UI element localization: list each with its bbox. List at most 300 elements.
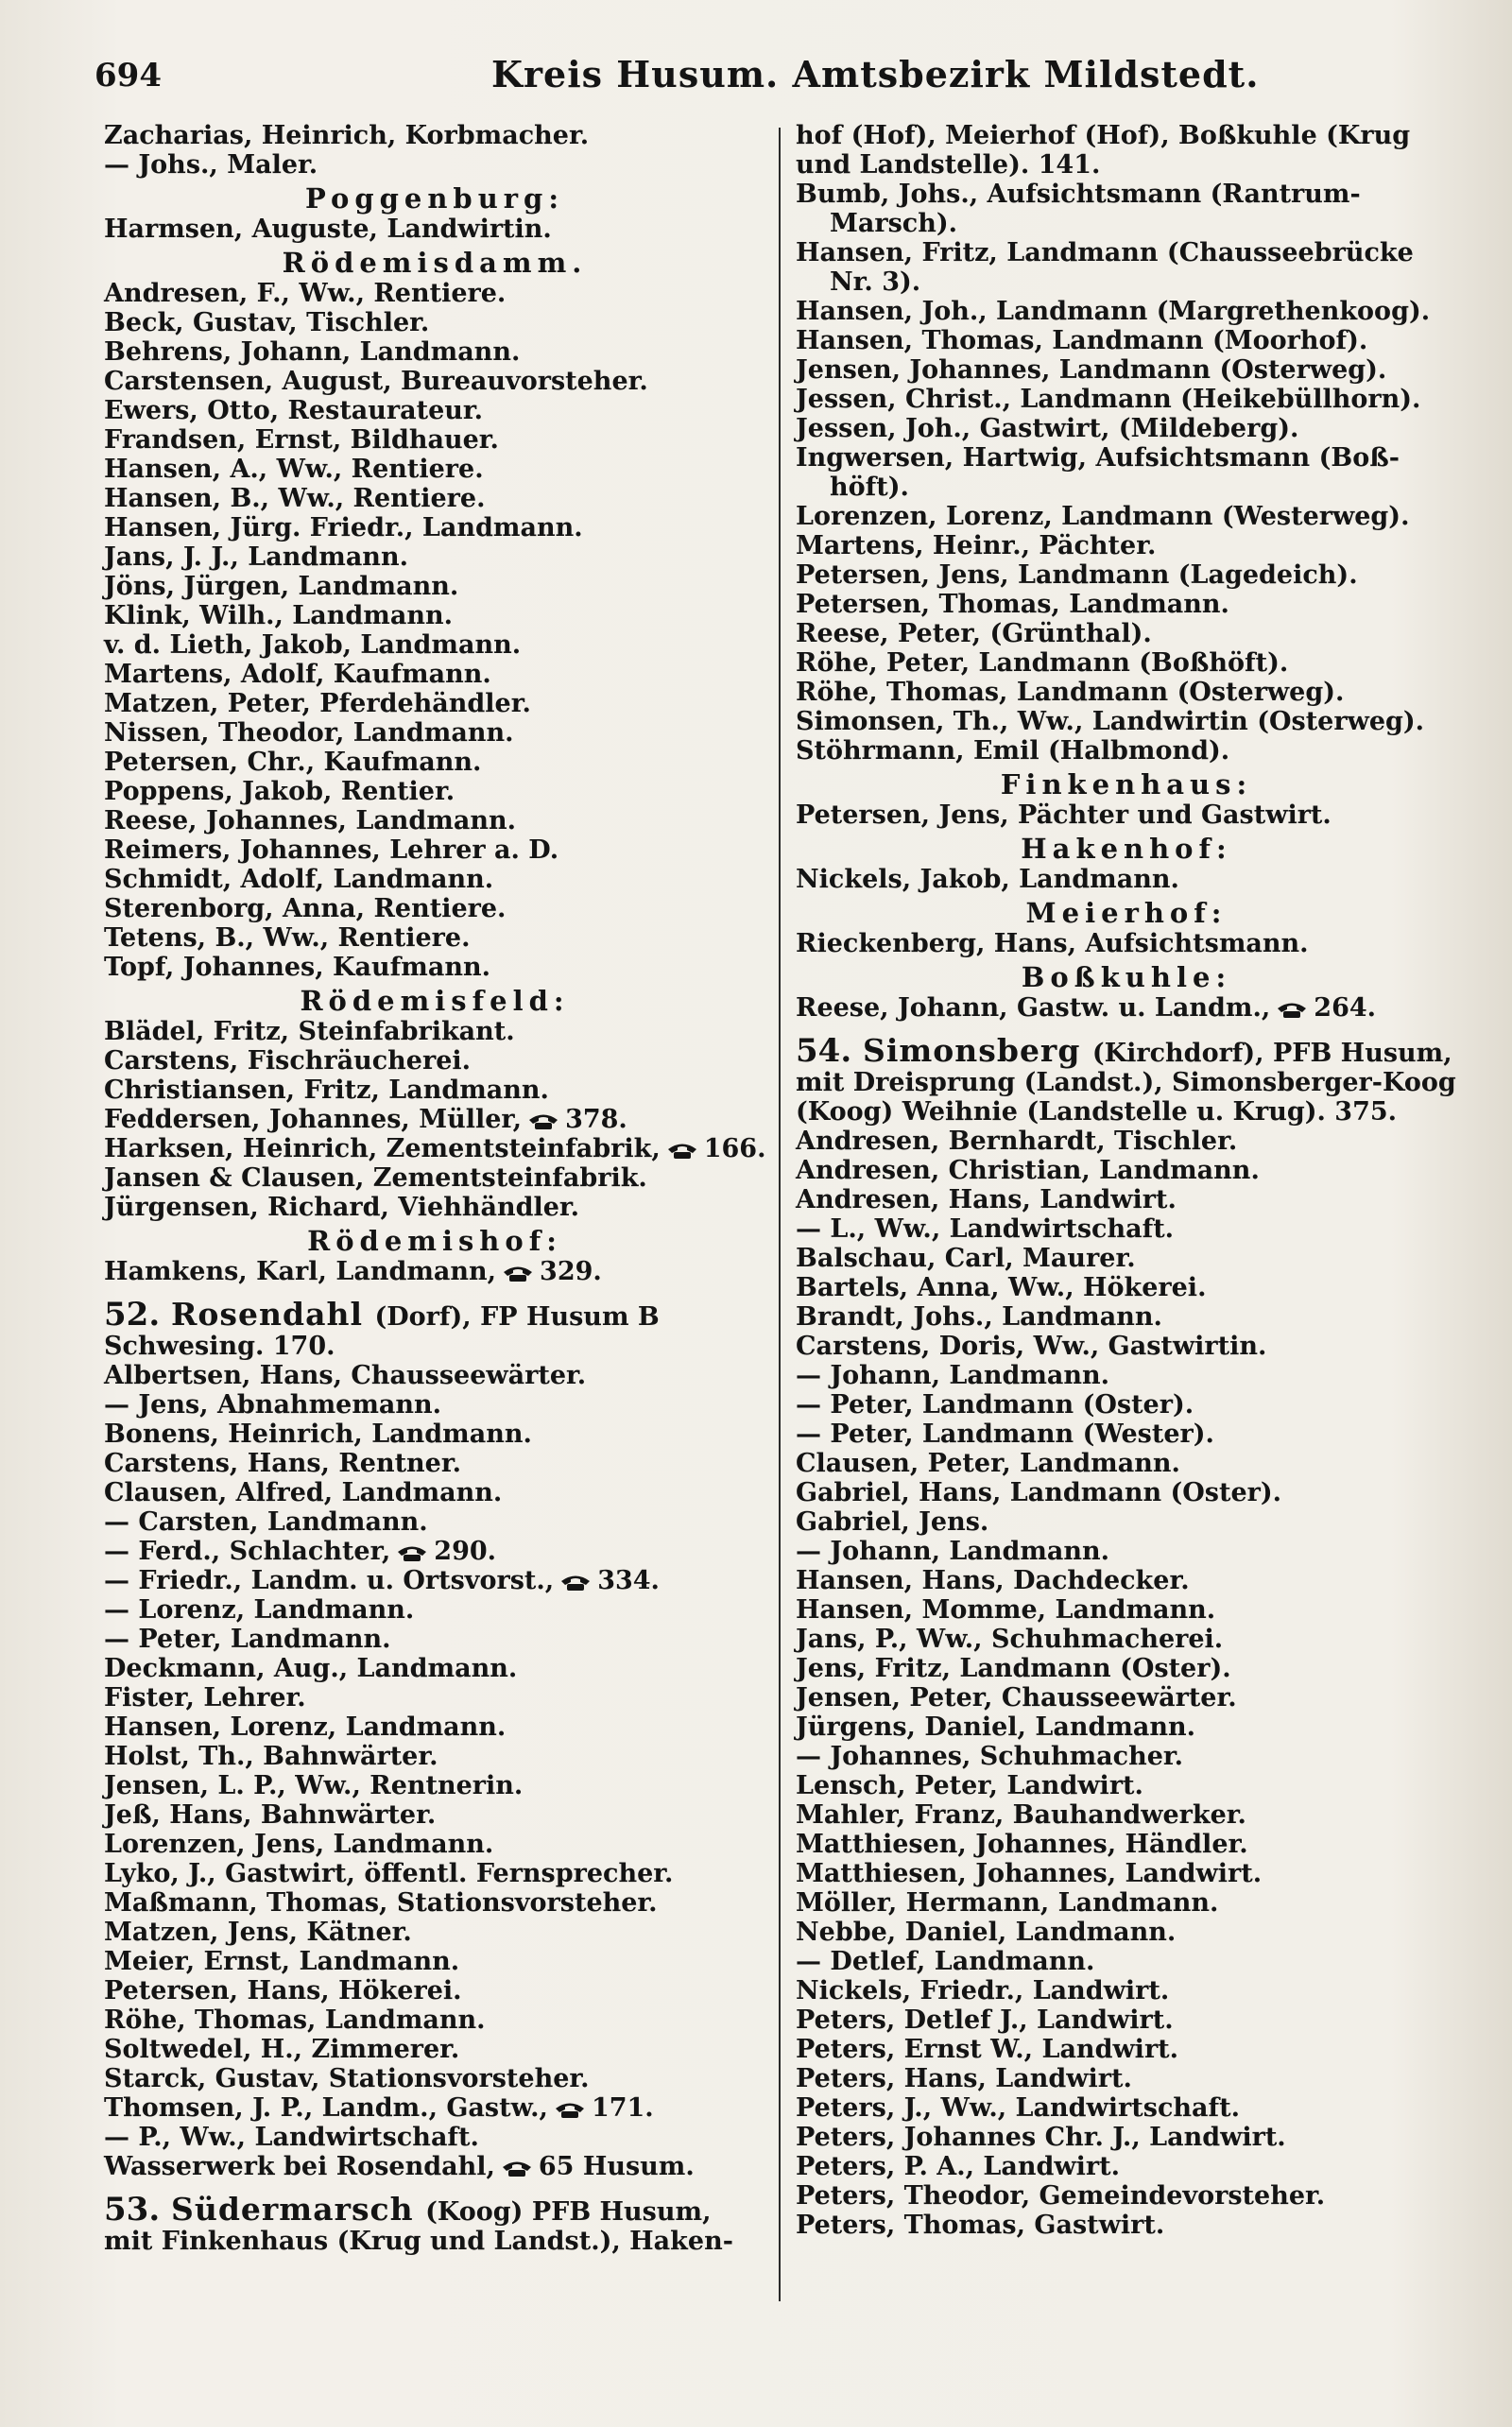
directory-entry [796, 1566, 1457, 1595]
entry-text: Hansen, B., Ww., Rentiere. [104, 484, 486, 513]
directory-entry [796, 1595, 1457, 1625]
section-details: (Dorf), FP Husum B Schwesing. 170. [104, 1302, 660, 1361]
entry-text: — Friedr., Landm. u. Ortsvorst., [104, 1566, 555, 1595]
entry-text: Clausen, Peter, Landmann. [796, 1449, 1180, 1478]
directory-entry [796, 619, 1457, 648]
directory-entry [104, 1478, 765, 1507]
entry-text: — Jens, Abnahmemann. [104, 1390, 442, 1420]
entry-text: Meierhof: [1025, 897, 1228, 929]
entry-text: Nissen, Theodor, Landmann. [104, 718, 514, 748]
directory-entry [104, 953, 765, 982]
directory-entry [104, 513, 765, 542]
directory-entry [796, 2093, 1457, 2123]
directory-entry [796, 1361, 1457, 1390]
directory-entry [796, 2123, 1457, 2152]
entry-text: Peters, Theodor, Gemeindevorsteher. [796, 2181, 1326, 2211]
directory-entry [796, 1859, 1457, 1888]
entry-text: Peters, P. A., Landwirt. [796, 2152, 1120, 2181]
entry-text: Brandt, Johs., Landmann. [796, 1302, 1162, 1332]
directory-entry [104, 1193, 765, 1222]
entry-text: Hansen, Joh., Landmann (Margrethenkoog). [796, 297, 1431, 326]
entry-text: Jansen & Clausen, Zementsteinfabrik. [104, 1163, 647, 1193]
entry-text: Stöhrmann, Emil (Halbmond). [796, 736, 1230, 766]
phone-number: 378. [565, 1105, 627, 1134]
entry-text: Peters, J., Ww., Landwirtschaft. [796, 2093, 1240, 2123]
directory-entry [104, 1420, 765, 1449]
directory-entry [796, 1507, 1457, 1537]
directory-entry [796, 267, 1457, 297]
directory-entry [796, 736, 1457, 766]
directory-entry [104, 748, 765, 777]
entry-text: Andresen, Christian, Landmann. [796, 1156, 1260, 1185]
entry-text: Topf, Johannes, Kaufmann. [104, 953, 490, 982]
entry-text: Klink, Wilh., Landmann. [104, 601, 454, 630]
directory-entry [796, 1742, 1457, 1771]
entry-text: Rödemisdamm. [282, 247, 588, 279]
entry-text: Jensen, Johannes, Landmann (Osterweg). [796, 355, 1387, 385]
directory-entry [796, 648, 1457, 678]
directory-entry [796, 443, 1457, 473]
directory-entry [796, 1654, 1457, 1683]
directory-entry [796, 1156, 1457, 1185]
directory-entry [796, 1420, 1457, 1449]
directory-entry [104, 894, 765, 923]
directory-entry [796, 238, 1457, 267]
telephone-icon [666, 1141, 698, 1160]
entry-text: — Johann, Landmann. [796, 1361, 1110, 1390]
telephone-icon [502, 1264, 534, 1282]
entry-text: Jans, P., Ww., Schuhmacherei. [796, 1625, 1224, 1654]
directory-entry [796, 1888, 1457, 1918]
directory-entry [796, 326, 1457, 355]
directory-entry [104, 777, 765, 806]
entry-text: Hansen, Thomas, Landmann (Moorhof). [796, 326, 1368, 355]
entry-text: Blädel, Fritz, Steinfabrikant. [104, 1017, 515, 1046]
directory-entry [104, 572, 765, 601]
entry-text: Reese, Johann, Gastw. u. Landm., [796, 993, 1271, 1023]
section-place: Simonsberg [863, 1032, 1092, 1069]
locality-heading [796, 834, 1457, 865]
directory-entry [104, 2005, 765, 2035]
directory-entry [104, 718, 765, 748]
directory-entry [104, 660, 765, 689]
directory-entry [796, 385, 1457, 414]
directory-entry [104, 215, 765, 244]
telephone-icon [396, 1543, 428, 1562]
entry-text: Harksen, Heinrich, Zementsteinfabrik, [104, 1134, 661, 1163]
directory-entry [104, 1046, 765, 1076]
entry-text: Petersen, Hans, Hökerei. [104, 1976, 462, 2005]
entry-text: Poppens, Jakob, Rentier. [104, 777, 455, 806]
entry-text: Jensen, L. P., Ww., Rentnerin. [104, 1771, 524, 1800]
directory-entry [796, 414, 1457, 443]
section-number: 53. [104, 2191, 171, 2229]
directory-entry [104, 1830, 765, 1859]
directory-entry [104, 1800, 765, 1830]
entry-text: Petersen, Jens, Landmann (Lagedeich). [796, 560, 1358, 590]
entry-text: Hansen, Jürg. Friedr., Landmann. [104, 513, 583, 542]
entry-text: Frandsen, Ernst, Bildhauer. [104, 425, 499, 455]
directory-entry [796, 865, 1457, 894]
directory-entry [104, 2152, 765, 2181]
entry-text: — P., Ww., Landwirtschaft. [104, 2123, 479, 2152]
directory-entry [796, 929, 1457, 958]
entry-text: Lyko, J., Gastwirt, öffentl. Fernsprecher. [104, 1859, 674, 1888]
directory-entry [104, 1625, 765, 1654]
entry-text: Mahler, Franz, Bauhandwerker. [796, 1800, 1246, 1830]
directory-entry [796, 531, 1457, 560]
entry-text: Gabriel, Hans, Landmann (Oster). [796, 1478, 1282, 1507]
locality-heading [104, 1226, 765, 1257]
directory-entry [796, 2064, 1457, 2093]
entry-text: Hansen, A., Ww., Rentiere. [104, 455, 484, 484]
section-place: Rosendahl [171, 1296, 375, 1333]
entry-text: Balschau, Carl, Maurer. [796, 1244, 1136, 1273]
entry-text: Jensen, Peter, Chausseewärter. [796, 1683, 1237, 1713]
phone-number: 166. [703, 1134, 766, 1163]
entry-text: Tetens, B., Ww., Rentiere. [104, 923, 471, 953]
entry-text: Meier, Ernst, Landmann. [104, 1947, 460, 1976]
directory-entry [104, 1134, 765, 1163]
entry-text: Deckmann, Aug., Landmann. [104, 1654, 518, 1683]
entry-text: Christiansen, Fritz, Landmann. [104, 1076, 549, 1105]
directory-entry [104, 1017, 765, 1046]
entry-text: Lorenzen, Jens, Landmann. [104, 1830, 494, 1859]
directory-entry [796, 1332, 1457, 1361]
directory-entry [796, 297, 1457, 326]
directory-entry [796, 2181, 1457, 2211]
telephone-icon [554, 2100, 586, 2119]
telephone-icon [559, 1573, 592, 1592]
entry-text: Jöns, Jürgen, Landmann. [104, 572, 459, 601]
directory-entry [796, 473, 1457, 502]
entry-text: Peters, Detlef J., Landwirt. [796, 2005, 1174, 2035]
directory-entry [104, 1918, 765, 1947]
entry-text: Peters, Johannes Chr. J., Landwirt. [796, 2123, 1286, 2152]
directory-entry [796, 121, 1457, 180]
directory-entry [796, 1449, 1457, 1478]
directory-entry [796, 502, 1457, 531]
entry-text: Röhe, Thomas, Landmann (Osterweg). [796, 678, 1345, 707]
entry-text: Gabriel, Jens. [796, 1507, 989, 1537]
directory-entry [796, 1185, 1457, 1214]
locality-heading [104, 248, 765, 279]
entry-text: v. d. Lieth, Jakob, Landmann. [104, 630, 522, 660]
telephone-icon [1276, 1000, 1308, 1019]
directory-entry [104, 1076, 765, 1105]
entry-text: Lensch, Peter, Landwirt. [796, 1771, 1143, 1800]
entry-text: Jens, Fritz, Landmann (Oster). [796, 1654, 1231, 1683]
entry-text: — Ferd., Schlachter, [104, 1537, 391, 1566]
directory-entry [104, 2035, 765, 2064]
directory-entry [104, 1361, 765, 1390]
directory-entry [796, 2035, 1457, 2064]
directory-entry [104, 1859, 765, 1888]
telephone-icon [527, 1111, 559, 1130]
entry-text: Jürgens, Daniel, Landmann. [796, 1713, 1196, 1742]
entry-text: höft). [830, 473, 909, 502]
entry-text: Matzen, Jens, Kätner. [104, 1918, 412, 1947]
column-divider [779, 128, 781, 2301]
entry-text: Nickels, Jakob, Landmann. [796, 865, 1179, 894]
directory-entry [104, 308, 765, 337]
directory-entry [104, 1654, 765, 1683]
entry-text: Martens, Adolf, Kaufmann. [104, 660, 491, 689]
directory-entry [104, 601, 765, 630]
entry-text: — Johann, Landmann. [796, 1537, 1110, 1566]
entry-text: Ingwersen, Hartwig, Aufsichtsmann (Boß- [796, 443, 1400, 473]
directory-entry [104, 1595, 765, 1625]
entry-text: Peters, Thomas, Gastwirt. [796, 2211, 1165, 2240]
phone-number: 171. [591, 2093, 654, 2123]
directory-entry [104, 1163, 765, 1193]
directory-entry [796, 1244, 1457, 1273]
directory-entry [104, 1771, 765, 1800]
locality-heading [796, 898, 1457, 929]
entry-text: Matzen, Peter, Pferdehändler. [104, 689, 531, 718]
entry-text: Andresen, Hans, Landwirt. [796, 1185, 1177, 1214]
entry-text: Finkenhaus: [1000, 768, 1253, 800]
entry-text: Hansen, Momme, Landmann. [796, 1595, 1216, 1625]
section-details: (Kirchdorf), PFB Husum, mit Dreisprung (Landst.), Simonsberger-Koog (Koog) Weihnie (Landstelle u. Krug). 375. [796, 1039, 1456, 1127]
entry-text: Bonens, Heinrich, Landmann. [104, 1420, 532, 1449]
phone-number: 264. [1314, 993, 1377, 1023]
locality-heading [796, 962, 1457, 993]
directory-entry [796, 1127, 1457, 1156]
entry-text: Feddersen, Johannes, Müller, [104, 1105, 523, 1134]
entry-text: Carstens, Doris, Ww., Gastwirtin. [796, 1332, 1267, 1361]
directory-entry [104, 121, 765, 150]
entry-text: Jürgensen, Richard, Viehhändler. [104, 1193, 580, 1222]
entry-text: — Johannes, Schuhmacher. [796, 1742, 1184, 1771]
entry-text: — Peter, Landmann (Oster). [796, 1390, 1194, 1420]
entry-text: Rödemisfeld: [300, 985, 570, 1017]
directory-entry [104, 1947, 765, 1976]
directory-entry [796, 1947, 1457, 1976]
section-heading [104, 2191, 765, 2256]
directory-entry [104, 1537, 765, 1566]
directory-entry [104, 425, 765, 455]
directory-entry [796, 2005, 1457, 2035]
entry-text: Jessen, Christ., Landmann (Heikebüllhorn). [796, 385, 1421, 414]
entry-text: Simonsen, Th., Ww., Landwirtin (Osterweg). [796, 707, 1425, 736]
phone-number: 329. [540, 1257, 602, 1286]
entry-text: Carstensen, August, Bureauvorsteher. [104, 367, 648, 396]
directory-entry [104, 806, 765, 835]
locality-heading [104, 183, 765, 215]
entry-text: Matthiesen, Johannes, Händler. [796, 1830, 1248, 1859]
entry-text: Andresen, F., Ww., Rentiere. [104, 279, 507, 308]
directory-entry [104, 1390, 765, 1420]
page-header [94, 49, 1436, 106]
entry-text: Andresen, Bernhardt, Tischler. [796, 1127, 1238, 1156]
directory-entry [104, 923, 765, 953]
locality-heading [796, 769, 1457, 800]
entry-text: Petersen, Thomas, Landmann. [796, 590, 1229, 619]
directory-entry [796, 1830, 1457, 1859]
directory-entry [104, 2064, 765, 2093]
entry-text: Hamkens, Karl, Landmann, [104, 1257, 497, 1286]
directory-entry [104, 455, 765, 484]
entry-text: Carstens, Hans, Rentner. [104, 1449, 461, 1478]
entry-text: Behrens, Johann, Landmann. [104, 337, 521, 367]
phone-number: 290. [434, 1537, 497, 1566]
directory-entry [104, 1742, 765, 1771]
directory-entry [104, 689, 765, 718]
entry-text: — Johs., Maler. [104, 150, 318, 180]
entry-text: Bartels, Anna, Ww., Hökerei. [796, 1273, 1207, 1302]
entry-text: Sterenborg, Anna, Rentiere. [104, 894, 507, 923]
directory-entry [104, 1566, 765, 1595]
entry-text: Hansen, Fritz, Landmann (Chausseebrücke [796, 238, 1414, 267]
entry-text: Ewers, Otto, Restaurateur. [104, 396, 484, 425]
directory-entry [104, 337, 765, 367]
section-place: Südermarsch [171, 2191, 426, 2228]
entry-text: Rödemishof: [307, 1225, 562, 1257]
directory-entry [796, 1683, 1457, 1713]
entry-text: Hansen, Lorenz, Landmann. [104, 1713, 507, 1742]
entry-text: — Lorenz, Landmann. [104, 1595, 415, 1625]
entry-text: Starck, Gustav, Stationsvorsteher. [104, 2064, 590, 2093]
directory-entry [796, 1625, 1457, 1654]
entry-text: Martens, Heinr., Pächter. [796, 531, 1157, 560]
directory-entry [104, 1976, 765, 2005]
directory-entry [796, 1918, 1457, 1947]
entry-text: Nickels, Friedr., Landwirt. [796, 1976, 1170, 2005]
entry-text: Reimers, Johannes, Lehrer a. D. [104, 835, 559, 865]
entry-text: Rieckenberg, Hans, Aufsichtsmann. [796, 929, 1309, 958]
directory-entry [796, 2211, 1457, 2240]
entry-text: Peters, Ernst W., Landwirt. [796, 2035, 1179, 2064]
entry-text: — Peter, Landmann (Wester). [796, 1420, 1214, 1449]
directory-entry [796, 1771, 1457, 1800]
locality-heading [104, 986, 765, 1017]
entry-text: — Peter, Landmann. [104, 1625, 391, 1654]
entry-text: Beck, Gustav, Tischler. [104, 308, 430, 337]
entry-text: Albertsen, Hans, Chausseewärter. [104, 1361, 587, 1390]
entry-text: — Carsten, Landmann. [104, 1507, 428, 1537]
running-title: Kreis Husum. Amtsbezirk Mildstedt. [491, 53, 1260, 95]
directory-entry [104, 1257, 765, 1286]
directory-entry [104, 865, 765, 894]
directory-entry [796, 590, 1457, 619]
entry-text: Möller, Hermann, Landmann. [796, 1888, 1219, 1918]
section-number: 52. [104, 1296, 171, 1334]
directory-entry [104, 1449, 765, 1478]
directory-entry [796, 209, 1457, 238]
entry-text: Hakenhof: [1021, 833, 1232, 865]
directory-entry [796, 1713, 1457, 1742]
entry-text: Röhe, Thomas, Landmann. [104, 2005, 486, 2035]
entry-text: Fister, Lehrer. [104, 1683, 306, 1713]
entry-text: Röhe, Peter, Landmann (Boßhöft). [796, 648, 1289, 678]
entry-text: Jans, J. J., Landmann. [104, 542, 408, 572]
entry-text: Lorenzen, Lorenz, Landmann (Westerweg). [796, 502, 1410, 531]
directory-entry [796, 1976, 1457, 2005]
entry-text: Zacharias, Heinrich, Korbmacher. [104, 121, 590, 150]
directory-entry [796, 1800, 1457, 1830]
directory-entry [104, 484, 765, 513]
entry-text: Jessen, Joh., Gastwirt, (Mildeberg). [796, 414, 1299, 443]
directory-entry [796, 678, 1457, 707]
entry-text: Jeß, Hans, Bahnwärter. [104, 1800, 437, 1830]
entry-text: Petersen, Chr., Kaufmann. [104, 748, 482, 777]
entry-text: Reese, Peter, (Grünthal). [796, 619, 1152, 648]
directory-entry [104, 2093, 765, 2123]
directory-entry [796, 1302, 1457, 1332]
telephone-icon [501, 2159, 533, 2177]
entry-text: Clausen, Alfred, Landmann. [104, 1478, 503, 1507]
directory-entry [104, 542, 765, 572]
right-column [796, 121, 1457, 2240]
directory-entry [104, 1683, 765, 1713]
entry-text: Poggenburg: [304, 182, 565, 215]
directory-entry [104, 396, 765, 425]
directory-entry [104, 150, 765, 180]
directory-entry [104, 1105, 765, 1134]
entry-text: hof (Hof), Meierhof (Hof), Boßkuhle (Krug und Landstelle). 141. [796, 121, 1411, 180]
directory-entry [796, 355, 1457, 385]
directory-entry [104, 1888, 765, 1918]
phone-number: 65 Husum. [538, 2152, 695, 2181]
directory-entry [796, 993, 1457, 1023]
directory-entry [796, 560, 1457, 590]
directory-entry [796, 2152, 1457, 2181]
entry-text: Wasserwerk bei Rosendahl, [104, 2152, 495, 2181]
entry-text: Holst, Th., Bahnwärter. [104, 1742, 438, 1771]
phone-number: 334. [597, 1566, 660, 1595]
directory-entry [104, 2123, 765, 2152]
directory-entry [796, 1214, 1457, 1244]
directory-entry [796, 1537, 1457, 1566]
entry-text: Hansen, Hans, Dachdecker. [796, 1566, 1190, 1595]
entry-text: Carstens, Fischräucherei. [104, 1046, 472, 1076]
directory-entry [104, 279, 765, 308]
entry-text: Matthiesen, Johannes, Landwirt. [796, 1859, 1263, 1888]
entry-text: Thomsen, J. P., Landm., Gastw., [104, 2093, 548, 2123]
directory-entry [104, 630, 765, 660]
entry-text: Bumb, Johs., Aufsichtsmann (Rantrum- [796, 180, 1361, 209]
section-heading [104, 1296, 765, 1361]
directory-entry [796, 180, 1457, 209]
entry-text: Schmidt, Adolf, Landmann. [104, 865, 494, 894]
directory-entry [104, 1507, 765, 1537]
entry-text: — L., Ww., Landwirtschaft. [796, 1214, 1175, 1244]
directory-entry [104, 1713, 765, 1742]
entry-text: Maßmann, Thomas, Stationsvorsteher. [104, 1888, 658, 1918]
left-column [104, 121, 765, 2256]
entry-text: Marsch). [830, 209, 958, 238]
section-number: 54. [796, 1032, 863, 1070]
page-number: 694 [94, 57, 162, 95]
entry-text: Peters, Hans, Landwirt. [796, 2064, 1132, 2093]
directory-entry [104, 367, 765, 396]
directory-entry [104, 835, 765, 865]
entry-text: Boßkuhle: [1021, 961, 1232, 993]
section-details: (Koog) PFB Husum, mit Finkenhaus (Krug und Landst.), Haken- [104, 2197, 733, 2256]
directory-entry [796, 1273, 1457, 1302]
section-heading [796, 1032, 1457, 1127]
entry-text: Soltwedel, H., Zimmerer. [104, 2035, 460, 2064]
directory-entry [796, 707, 1457, 736]
entry-text: Nebbe, Daniel, Landmann. [796, 1918, 1177, 1947]
entry-text: Reese, Johannes, Landmann. [104, 806, 517, 835]
directory-entry [796, 1390, 1457, 1420]
directory-entry [796, 1478, 1457, 1507]
entry-text: — Detlef, Landmann. [796, 1947, 1095, 1976]
directory-entry [796, 800, 1457, 830]
entry-text: Harmsen, Auguste, Landwirtin. [104, 215, 552, 244]
